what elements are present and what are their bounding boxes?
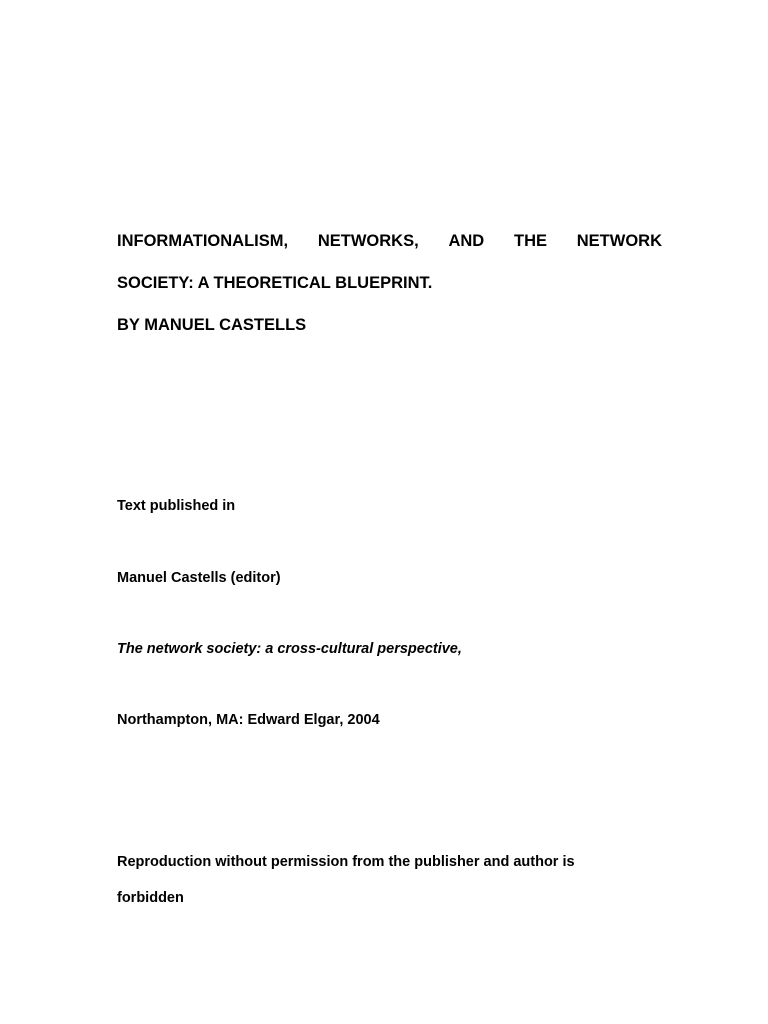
title-word: THE [513, 232, 547, 250]
title-word: NETWORK [576, 232, 662, 250]
book-title: The network society: a cross-cultural perspective, [117, 641, 462, 657]
reproduction-notice-line-1: Reproduction without permission from the publisher and author is [117, 854, 575, 870]
title-word: NETWORKS, [317, 232, 419, 250]
title-line-2: SOCIETY: A THEORETICAL BLUEPRINT. [117, 274, 433, 292]
published-in-label: Text published in [117, 498, 236, 514]
title-word: AND [448, 232, 485, 250]
publisher-line: Northampton, MA: Edward Elgar, 2004 [117, 712, 380, 728]
byline: BY MANUEL CASTELLS [117, 316, 307, 334]
editor-line: Manuel Castells (editor) [117, 570, 281, 586]
reproduction-notice-line-2: forbidden [117, 890, 184, 906]
title-line-1 [117, 231, 662, 251]
title-word: INFORMATIONALISM, [117, 232, 289, 250]
